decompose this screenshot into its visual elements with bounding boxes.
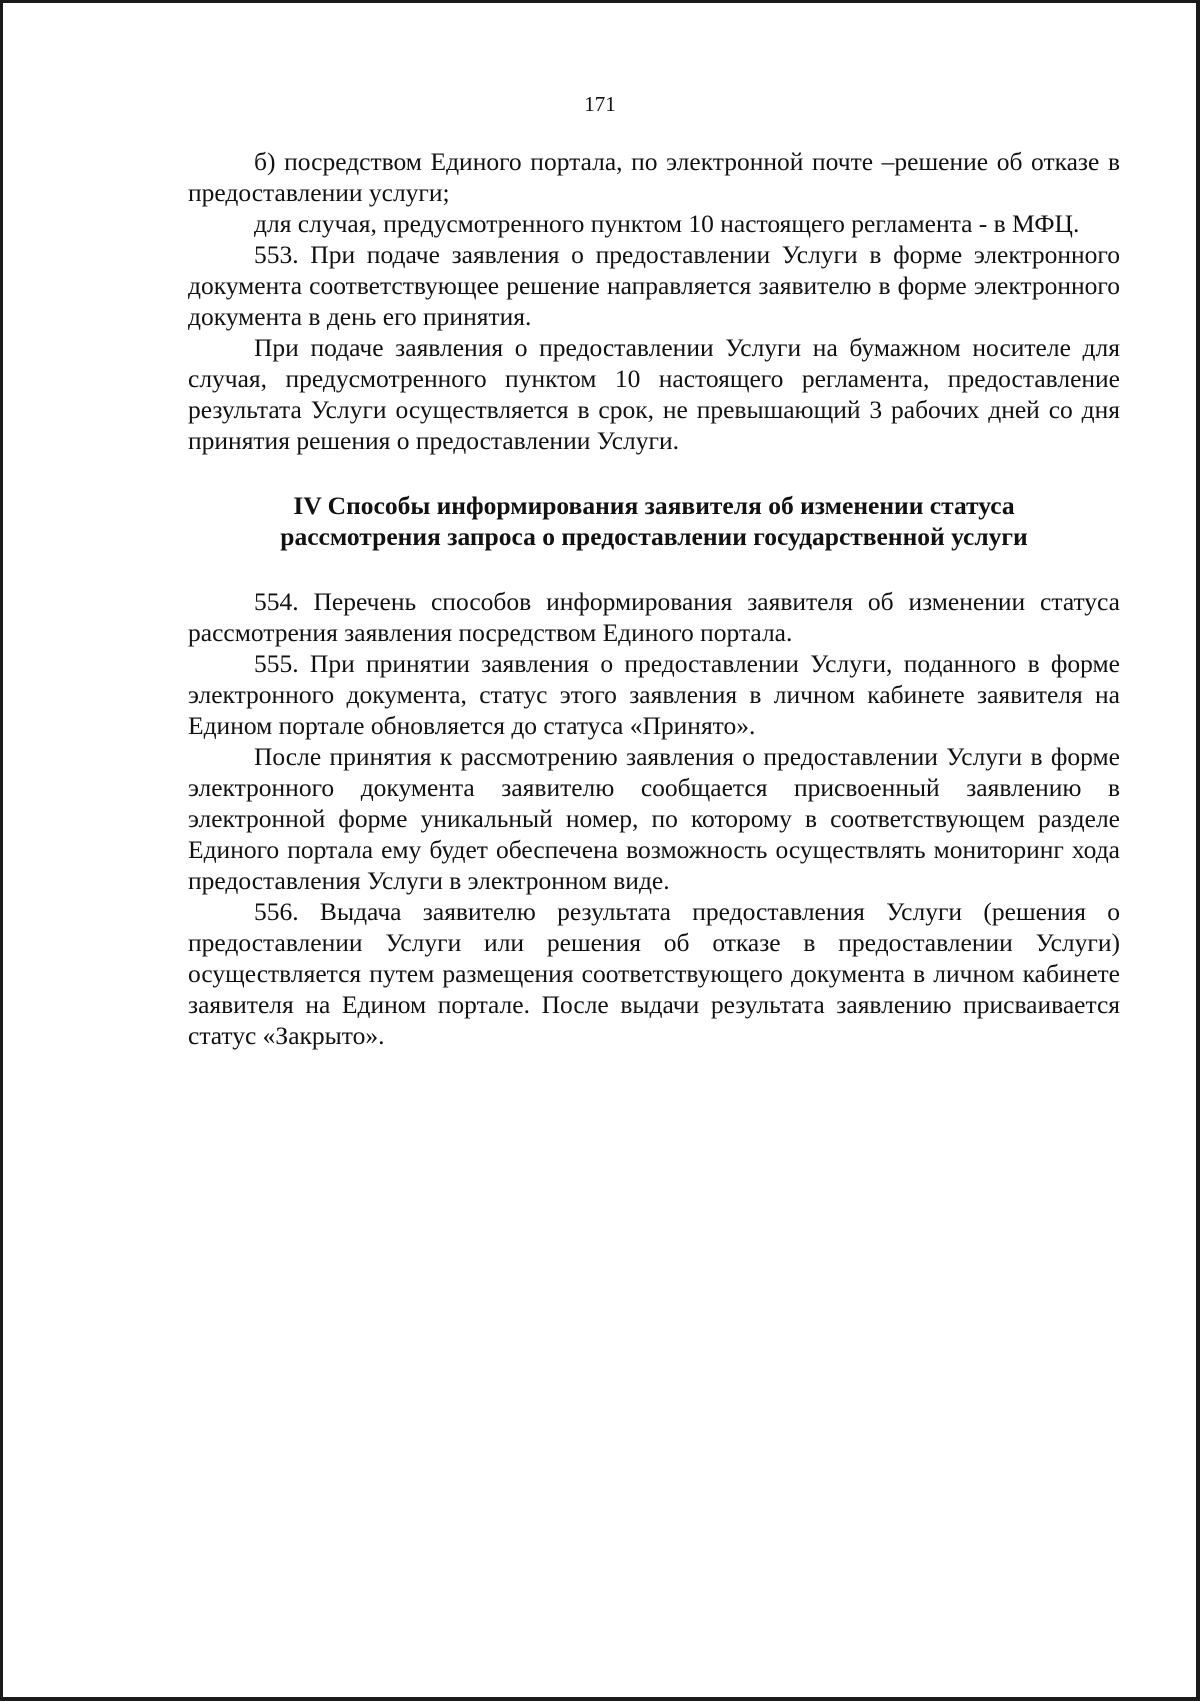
section-heading-line-2: рассмотрения запроса о предоставлении государственной услуги [280,522,1028,551]
paragraph-553: 553. При подаче заявления о предоставлении Услуги в форме электронного документа соответствующее решение направляется заявителю в форме электронного документа в день его принятия. [188,240,1120,331]
section-heading [188,490,1120,552]
paragraph-mfc-case: для случая, предусмотренного пунктом 10 настоящего регламента - в МФЦ. [254,209,1080,238]
paragraph-556: 556. Выдача заявителю результата предоставления Услуги (решения о предоставлении Услуги или решения об отказе в предоставлении Услуги) осуществляется путем размещения соответствующего документа в личном кабинете заявителя на Едином портале. После выдачи результата заявлению присваивается статус «Закрыто». [188,897,1120,1050]
scan-border-bottom [0,1697,1200,1701]
page-number: 171 [584,92,616,116]
paragraph-unique-number: После принятия к рассмотрению заявления о предоставлении Услуги в форме электронного документа заявителю сообщается присвоенный заявлению в электронной форме уникальный номер, по которому в соответствующем разделе Единого портала ему будет обеспечена возможность осуществлять мониторинг хода предоставления Услуги в электронном виде. [188,742,1120,895]
paragraph-554: 554. Перечень способов информирования заявителя об изменении статуса рассмотрения заявления посредством Единого портала. [188,587,1120,647]
scan-border-right [1196,0,1200,1701]
paragraph-b-refusal: б) посредством Единого портала, по электронной почте –решение об отказе в предоставлении услуги; [188,147,1120,207]
paragraph-paper-submission: При подаче заявления о предоставлении Услуги на бумажном носителе для случая, предусмотренного пунктом 10 настоящего регламента, предоставление результата Услуги осуществляется в срок, не превышающий 3 рабочих дней со дня принятия решения о предоставлении Услуги. [188,333,1120,455]
section-heading-line-1: IV Способы информирования заявителя об изменении статуса [293,491,1015,520]
scan-border-top [0,0,1200,3]
paragraph-555: 555. При принятии заявления о предоставлении Услуги, поданного в форме электронного документа, статус этого заявления в личном кабинете заявителя на Едином портале обновляется до статуса «Принято». [188,649,1120,740]
document-body [188,146,1120,1051]
scan-border-left [0,0,3,1701]
